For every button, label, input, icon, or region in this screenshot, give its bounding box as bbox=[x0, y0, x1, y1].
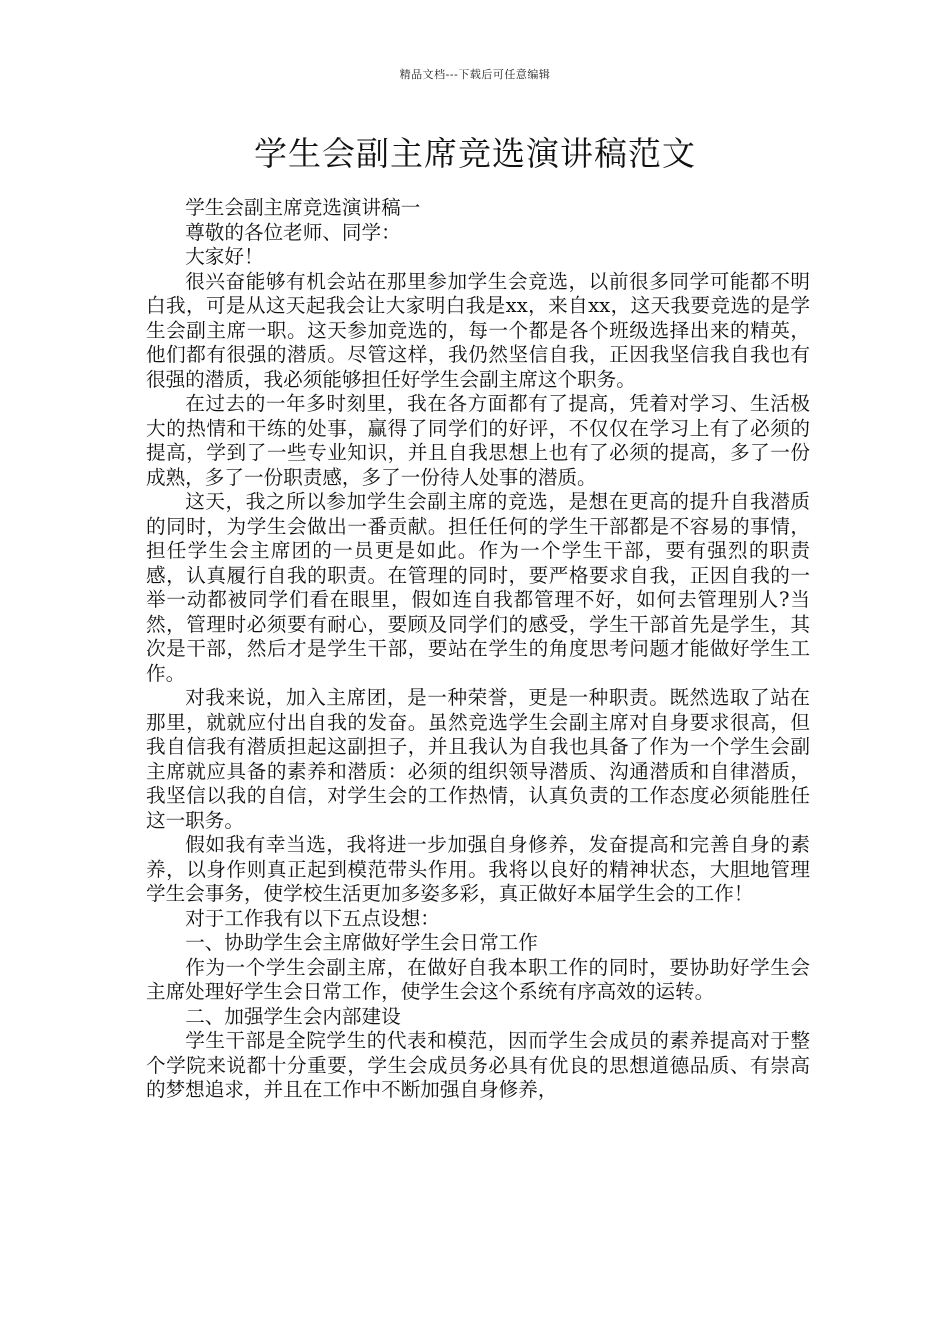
subtitle-paragraph: 学生会副主席竞选演讲稿一 bbox=[185, 196, 421, 219]
salutation-paragraph: 尊敬的各位老师、同学： bbox=[185, 220, 401, 244]
body-paragraph: 假如我有幸当选，我将进一步加强自身修养，发奋提高和完善自身的素养，以身作则真正起到模范带头作用。我将以良好的精神状态，大胆地管理学生会事务，使学校生活更加多姿多彩，真正做好本届学生会的工作！ bbox=[146, 833, 810, 905]
body-paragraph: 学生干部是全院学生的代表和模范，因而学生会成员的素养提高对于整个学院来说都十分重要，学生会成员务必具有优良的思想道德品质、有崇高的梦想追求，并且在工作中不断加强自身修养， bbox=[146, 1029, 810, 1101]
body-paragraph: 很兴奋能够有机会站在那里参加学生会竞选，以前很多同学可能都不明白我，可是从这天起我会让大家明白我是xx，来自xx，这天我要竞选的是学生会副主席一职。这天参加竞选的，每一个都是各个班级选择出来的精英，他们都有很强的潜质。尽管这样，我仍然坚信自我，正因我坚信我自我也有很强的潜质，我必须能够担任好学生会副主席这个职务。 bbox=[146, 269, 810, 391]
greeting-paragraph: 大家好！ bbox=[185, 245, 264, 268]
document-body bbox=[146, 196, 810, 1103]
section-heading: 一、协助学生会主席做好学生会日常工作 bbox=[185, 931, 538, 954]
body-paragraph: 在过去的一年多时刻里，我在各方面都有了提高，凭着对学习、生活极大的热情和干练的处事，赢得了同学们的好评，不仅仅在学习上有了必须的提高，学到了一些专业知识，并且自我思想上也有了必须的提高，多了一份成熟，多了一份职责感，多了一份待人处事的潜质。 bbox=[146, 392, 810, 489]
body-paragraph: 对我来说，加入主席团，是一种荣誉，更是一种职责。既然选取了站在那里，就就应付出自我的发奋。虽然竞选学生会副主席对自身要求很高，但我自信我有潜质担起这副担子，并且我认为自我也具备了作为一个学生会副主席就应具备的素养和潜质：必须的组织领导潜质、沟通潜质和自律潜质，我坚信以我的自信，对学生会的工作热情，认真负责的工作态度必须能胜任这一职务。 bbox=[146, 686, 810, 832]
document-title: 学生会副主席竞选演讲稿范文 bbox=[254, 134, 696, 173]
section-heading: 二、加强学生会内部建设 bbox=[185, 1004, 401, 1028]
body-paragraph: 对于工作我有以下五点设想： bbox=[185, 906, 440, 930]
body-paragraph: 作为一个学生会副主席，在做好自我本职工作的同时，要协助好学生会主席处理好学生会日常工作，使学生会这个系统有序高效的运转。 bbox=[146, 955, 810, 1003]
page-header-note: 精品文档---下载后可任意编辑 bbox=[399, 68, 551, 81]
body-paragraph: 这天，我之所以参加学生会副主席的竞选，是想在更高的提升自我潜质的同时，为学生会做出一番贡献。担任任何的学生干部都是不容易的事情，担任学生会主席团的一员更是如此。作为一个学生干部，要有强烈的职责感，认真履行自我的职责。在管理的同时，要严格要求自我，正因自我的一举一动都被同学们看在眼里，假如连自我都管理不好，如何去管理别人?当然，管理时必须要有耐心，要顾及同学们的感受，学生干部首先是学生，其次是干部，然后才是学生干部，要站在学生的角度思考问题才能做好学生工作。 bbox=[146, 490, 810, 685]
